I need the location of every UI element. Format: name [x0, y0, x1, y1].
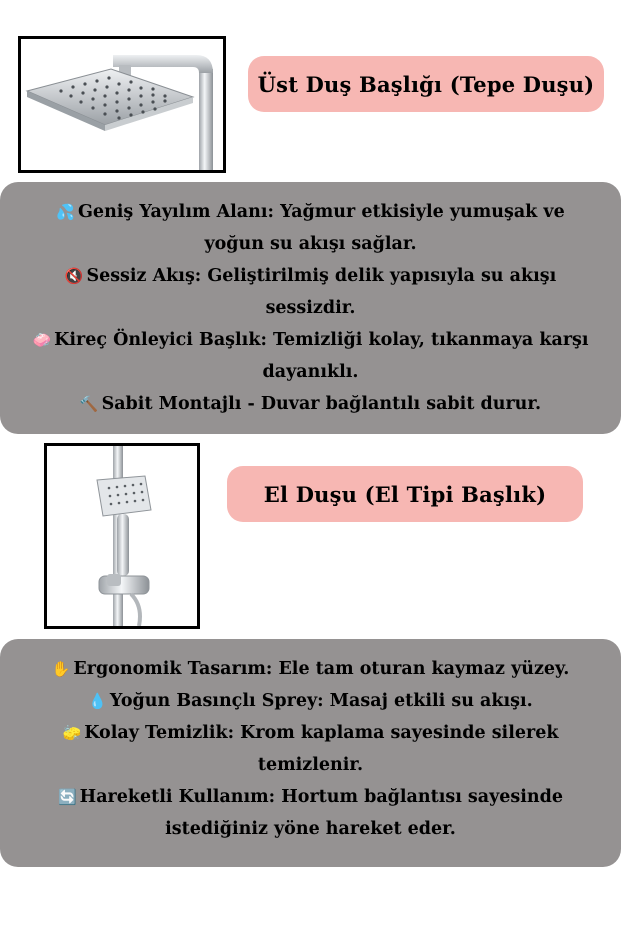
feature-line: temizlenir.: [257, 755, 364, 775]
water-droplets-icon: 💦: [56, 203, 75, 221]
feature-line: 🧽 Kolay Temizlik: Krom kaplama sayesinde silerek: [62, 723, 559, 743]
feature-line: yoğun su akışı sağlar.: [204, 234, 417, 254]
top-section-title-text: Üst Duş Başlığı (Tepe Duşu): [257, 71, 595, 97]
feature-line: 🧼 Kireç Önleyici Başlık: Temizliği kolay, tıkanmaya karşı: [32, 330, 589, 350]
rain-shower-head-image: [18, 36, 226, 173]
feature-line: 🔨 Sabit Montajlı - Duvar bağlantılı sabit durur.: [79, 394, 542, 414]
arrows-cycle-icon: 🔄: [57, 788, 77, 806]
hand-features-panel: [0, 639, 621, 867]
hammer-icon: 🔨: [79, 395, 99, 413]
feature-line: ✋ Ergonomik Tasarım: Ele tam oturan kaymaz yüzey.: [51, 659, 570, 679]
feature-line: 🔄 Hareketli Kullanım: Hortum bağlantısı sayesinde: [57, 787, 564, 807]
sponge-icon: 🧽: [62, 724, 82, 742]
feature-line: 🔇 Sessiz Akış: Geliştirilmiş delik yapısıyla su akışı: [64, 266, 557, 286]
soap-bubbles-icon: 🧼: [32, 331, 52, 349]
feature-line: sessizdir.: [265, 298, 356, 318]
hand-section-title: [227, 466, 583, 522]
muted-speaker-icon: 🔇: [64, 267, 84, 285]
feature-line: 💧 Yoğun Basınçlı Sprey: Masaj etkili su akışı.: [88, 691, 533, 711]
rain-shower-head-illustration: [21, 39, 223, 170]
hand-section-title-text: El Duşu (El Tipi Başlık): [263, 481, 547, 507]
hand-shower-image: [44, 443, 200, 629]
feature-line: istediğiniz yöne hareket eder.: [165, 819, 456, 839]
feature-line: dayanıklı.: [262, 362, 359, 382]
hand-shower-illustration: [47, 446, 197, 626]
top-section-title: [248, 56, 604, 112]
raised-hand-icon: ✋: [51, 660, 71, 678]
droplet-icon: 💧: [88, 692, 107, 710]
feature-line: 💦 Geniş Yayılım Alanı: Yağmur etkisiyle yumuşak ve: [56, 202, 565, 222]
top-features-panel: [0, 182, 621, 434]
